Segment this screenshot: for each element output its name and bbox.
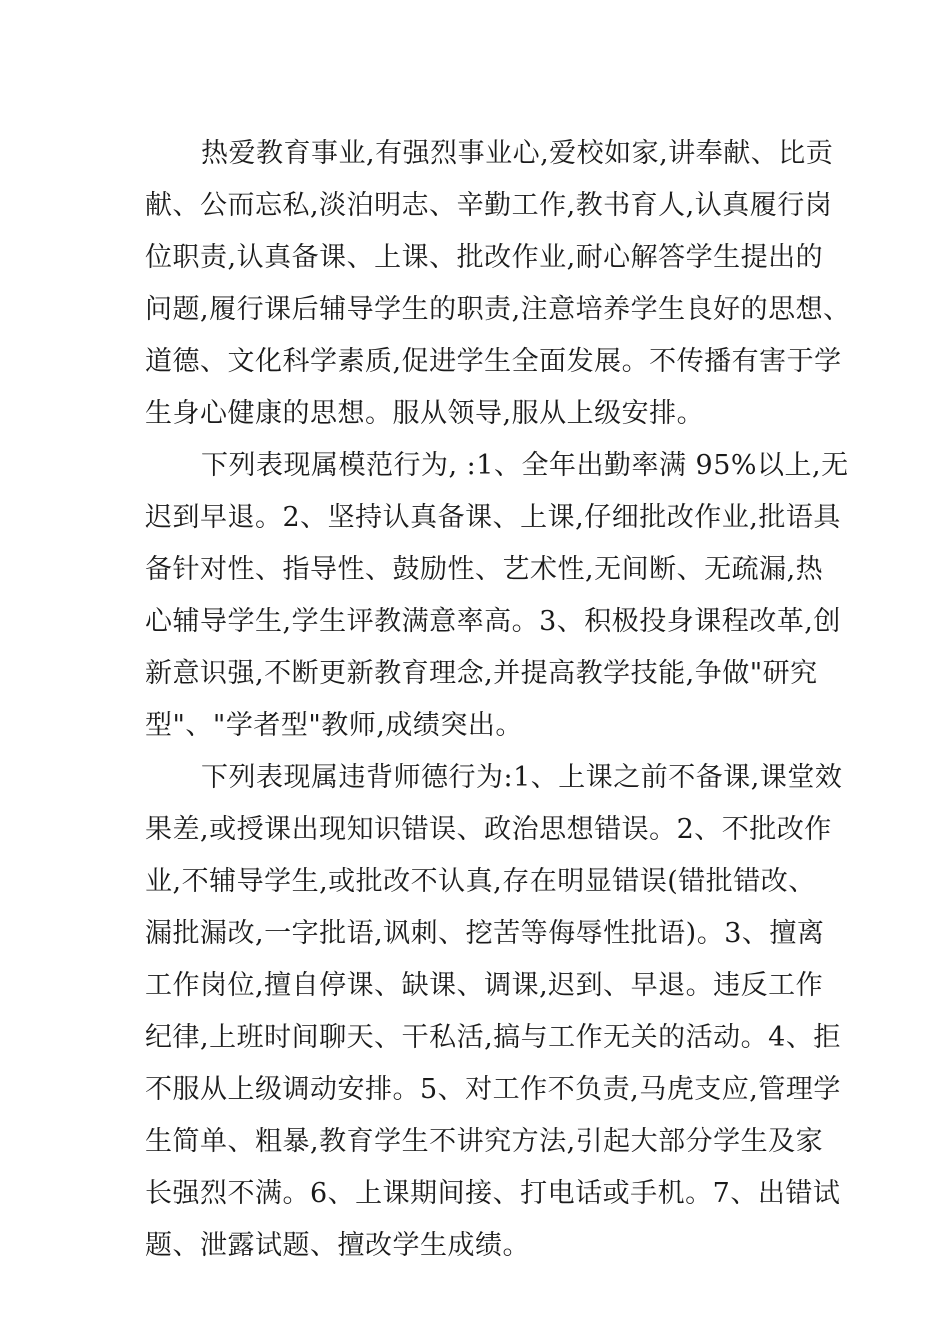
text-line: 下列表现属违背师德行为:1、上课之前不备课,课堂效 — [201, 762, 843, 793]
text-line: 生简单、粗暴,教育学生不讲究方法,引起大部分学生及家 — [145, 1126, 824, 1157]
text-line: 下列表现属模范行为, :1、全年出勤率满 95%以上,无 — [201, 450, 849, 481]
document-body — [145, 128, 851, 1272]
text-line: 备针对性、指导性、鼓励性、艺术性,无间断、无疏漏,热 — [145, 554, 824, 585]
text-line: 献、公而忘私,淡泊明志、辛勤工作,教书育人,认真履行岗 — [145, 190, 833, 221]
text-line: 工作岗位,擅自停课、缺课、调课,迟到、早退。违反工作 — [145, 970, 824, 1001]
paragraph-1 — [145, 128, 851, 440]
text-line: 果差,或授课出现知识错误、政治思想错误。2、不批改作 — [145, 814, 832, 845]
text-line: 热爱教育事业,有强烈事业心,爱校如家,讲奉献、比贡 — [201, 138, 834, 169]
text-line: 漏批漏改,一字批语,讽刺、挖苦等侮辱性批语)。3、擅离 — [145, 918, 825, 949]
text-line: 问题,履行课后辅导学生的职责,注意培养学生良好的思想、 — [145, 294, 851, 325]
text-line: 题、泄露试题、擅改学生成绩。 — [145, 1230, 530, 1261]
text-line: 业,不辅导学生,或批改不认真,存在明显错误(错批错改、 — [145, 866, 816, 897]
text-line: 纪律,上班时间聊天、干私活,搞与工作无关的活动。4、拒 — [145, 1022, 841, 1053]
paragraph-2 — [145, 440, 849, 752]
text-line: 长强烈不满。6、上课期间接、打电话或手机。7、出错试 — [145, 1178, 841, 1209]
text-line: 心辅导学生,学生评教满意率高。3、积极投身课程改革,创 — [145, 606, 841, 637]
text-line: 位职责,认真备课、上课、批改作业,耐心解答学生提出的 — [145, 242, 824, 273]
text-line: 道德、文化科学素质,促进学生全面发展。不传播有害于学 — [145, 346, 842, 377]
paragraph-3 — [145, 752, 843, 1272]
text-line: 型"、"学者型"教师,成绩突出。 — [145, 710, 523, 741]
text-line: 不服从上级调动安排。5、对工作不负责,马虎支应,管理学 — [145, 1074, 841, 1105]
text-line: 迟到早退。2、坚持认真备课、上课,仔细批改作业,批语具 — [145, 502, 841, 533]
text-line: 生身心健康的思想。服从领导,服从上级安排。 — [145, 398, 705, 429]
text-line: 新意识强,不断更新教育理念,并提高教学技能,争做"研究 — [145, 658, 818, 689]
